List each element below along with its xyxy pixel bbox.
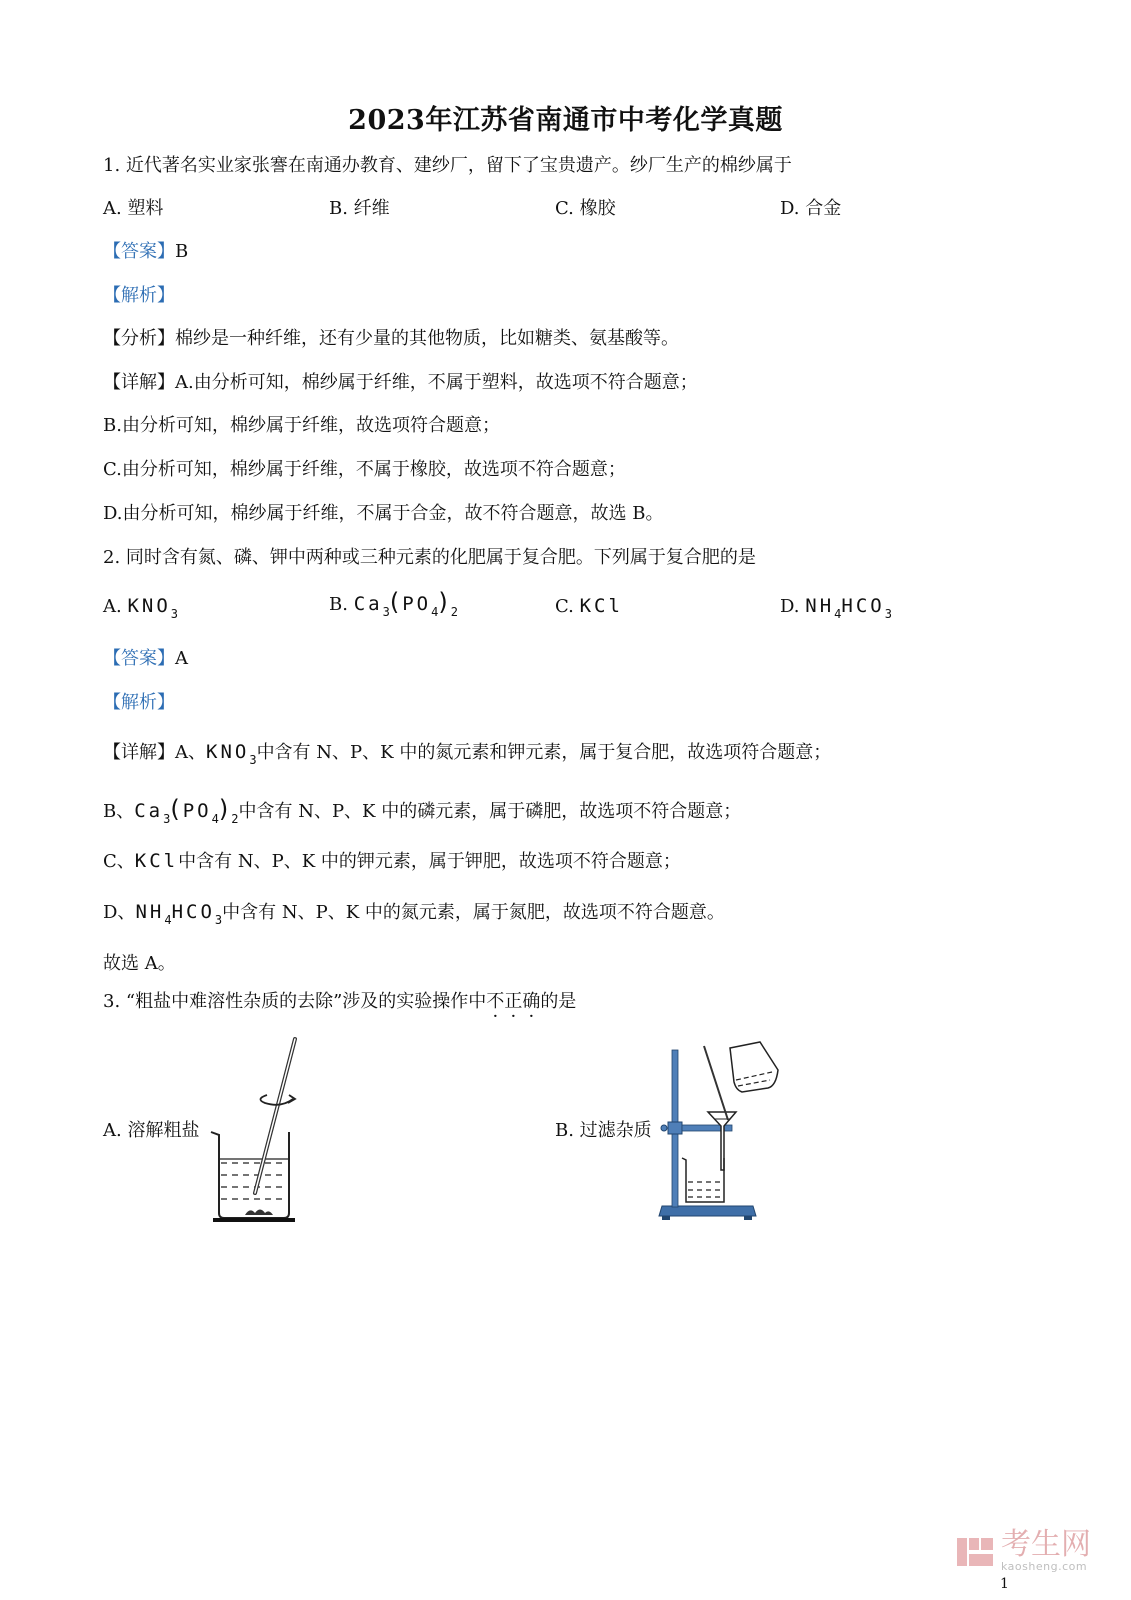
watermark-name: 考生网 — [1001, 1527, 1091, 1562]
watermark — [955, 1527, 1091, 1573]
q1-xiangjie-a — [103, 371, 698, 395]
q1-option-d: D. 合金 — [780, 198, 842, 219]
formula-kcl: KCl — [134, 850, 179, 872]
formula-kcl: KCl — [579, 595, 623, 617]
q1-option-a: A. 塑料 — [103, 198, 164, 219]
emphasis-char: 正 — [504, 991, 523, 1012]
option-label: A. — [103, 596, 122, 617]
q1-xiangjie-b: B.由分析可知，棉纱属于纤维，故选项符合题意； — [103, 415, 500, 436]
q1-stem: 1. 近代著名实业家张謇在南通办教育、建纱厂，留下了宝贵遗产。纱厂生产的棉纱属于 — [103, 155, 792, 176]
q1-xiangjie-c: C.由分析可知，棉纱属于纤维，不属于橡胶，故选项不符合题意； — [103, 459, 626, 480]
q3-stem: 3. “粗盐中难溶性杂质的去除”涉及的实验操作中不正确的是 — [103, 991, 577, 1012]
q1-option-c: C. 橡胶 — [555, 198, 616, 219]
fenxi-tag: 【分析】 — [103, 328, 175, 349]
formula-kno3: $KNO_3$ — [206, 741, 257, 767]
page-title: 2023年江苏省南通市中考化学真题 — [348, 105, 783, 136]
dissolve-salt-figure — [205, 1035, 305, 1225]
formula-nh4hco3: $NH_4HCO_3$ — [135, 901, 223, 927]
q1-xiangjie-d: D.由分析可知，棉纱属于纤维，不属于合金，故不符合题意，故选 B。 — [103, 503, 664, 524]
fenxi-text: 棉纱是一种纤维，还有少量的其他物质，比如糖类、氨基酸等。 — [175, 328, 679, 349]
xiangjie-a-text: A.由分析可知，棉纱属于纤维，不属于塑料，故选项不符合题意； — [175, 372, 698, 393]
q2-option-d — [780, 594, 892, 626]
answer-tag: 【答案】 — [103, 648, 175, 669]
watermark-url: kaosheng.com — [1001, 1560, 1088, 1573]
answer-tag: 【答案】 — [103, 241, 175, 262]
q1-analysis-tag: 【解析】 — [103, 285, 175, 306]
formula-ca3po42: $Ca_3(PO_4)_2$ — [353, 588, 458, 619]
q2-answer: A — [175, 648, 188, 669]
option-label: B. — [329, 594, 348, 615]
q3-option-b: B. 过滤杂质 — [555, 1120, 652, 1141]
q2-detail-b: B、$Ca_3(PO_4)_2$中含有 N、P、K 中的磷元素，属于磷肥，故选项不符合题意； — [103, 795, 742, 826]
q2-detail-d: D、$NH_4HCO_3$中含有 N、P、K 中的氮元素，属于氮肥，故选项不符合题意。 — [103, 901, 725, 927]
q2-analysis-tag: 【解析】 — [103, 692, 175, 713]
filtration-figure — [658, 1040, 783, 1222]
q1-answer: B — [175, 241, 189, 262]
q2-detail-a: 【详解】A、$KNO_3$中含有 N、P、K 中的氮元素和钾元素，属于复合肥，故选项符合题意； — [103, 741, 832, 767]
option-label: C. — [555, 596, 574, 617]
option-label: D. — [780, 596, 800, 617]
q2-answer-line — [103, 647, 188, 671]
q2-option-a — [103, 594, 178, 626]
q2-stem: 2. 同时含有氮、磷、钾中两种或三种元素的化肥属于复合肥。下列属于复合肥的是 — [103, 547, 756, 568]
q1-fenxi — [103, 327, 679, 351]
emphasis-char: 不 — [486, 991, 505, 1012]
brand-logo-icon — [955, 1532, 995, 1572]
q2-conclusion: 故选 A。 — [103, 953, 176, 974]
formula-kno3: $KNO_3$ — [127, 595, 179, 621]
formula-nh4hco3: $NH_4HCO_3$ — [805, 595, 892, 621]
q2-detail-c: C、KCl中含有 N、P、K 中的钾元素，属于钾肥，故选项不符合题意； — [103, 850, 681, 872]
q3-option-a: A. 溶解粗盐 — [103, 1120, 200, 1141]
q1-answer-line — [103, 240, 188, 264]
formula-ca3po42: $Ca_3(PO_4)_2$ — [134, 795, 239, 826]
q1-option-b: B. 纤维 — [329, 198, 390, 219]
q2-option-b — [329, 590, 458, 624]
xiangjie-tag: 【详解】 — [103, 372, 175, 393]
page-number: 1 — [1000, 1576, 1009, 1592]
emphasis-char: 确 — [522, 991, 541, 1012]
q2-option-c — [555, 594, 623, 619]
